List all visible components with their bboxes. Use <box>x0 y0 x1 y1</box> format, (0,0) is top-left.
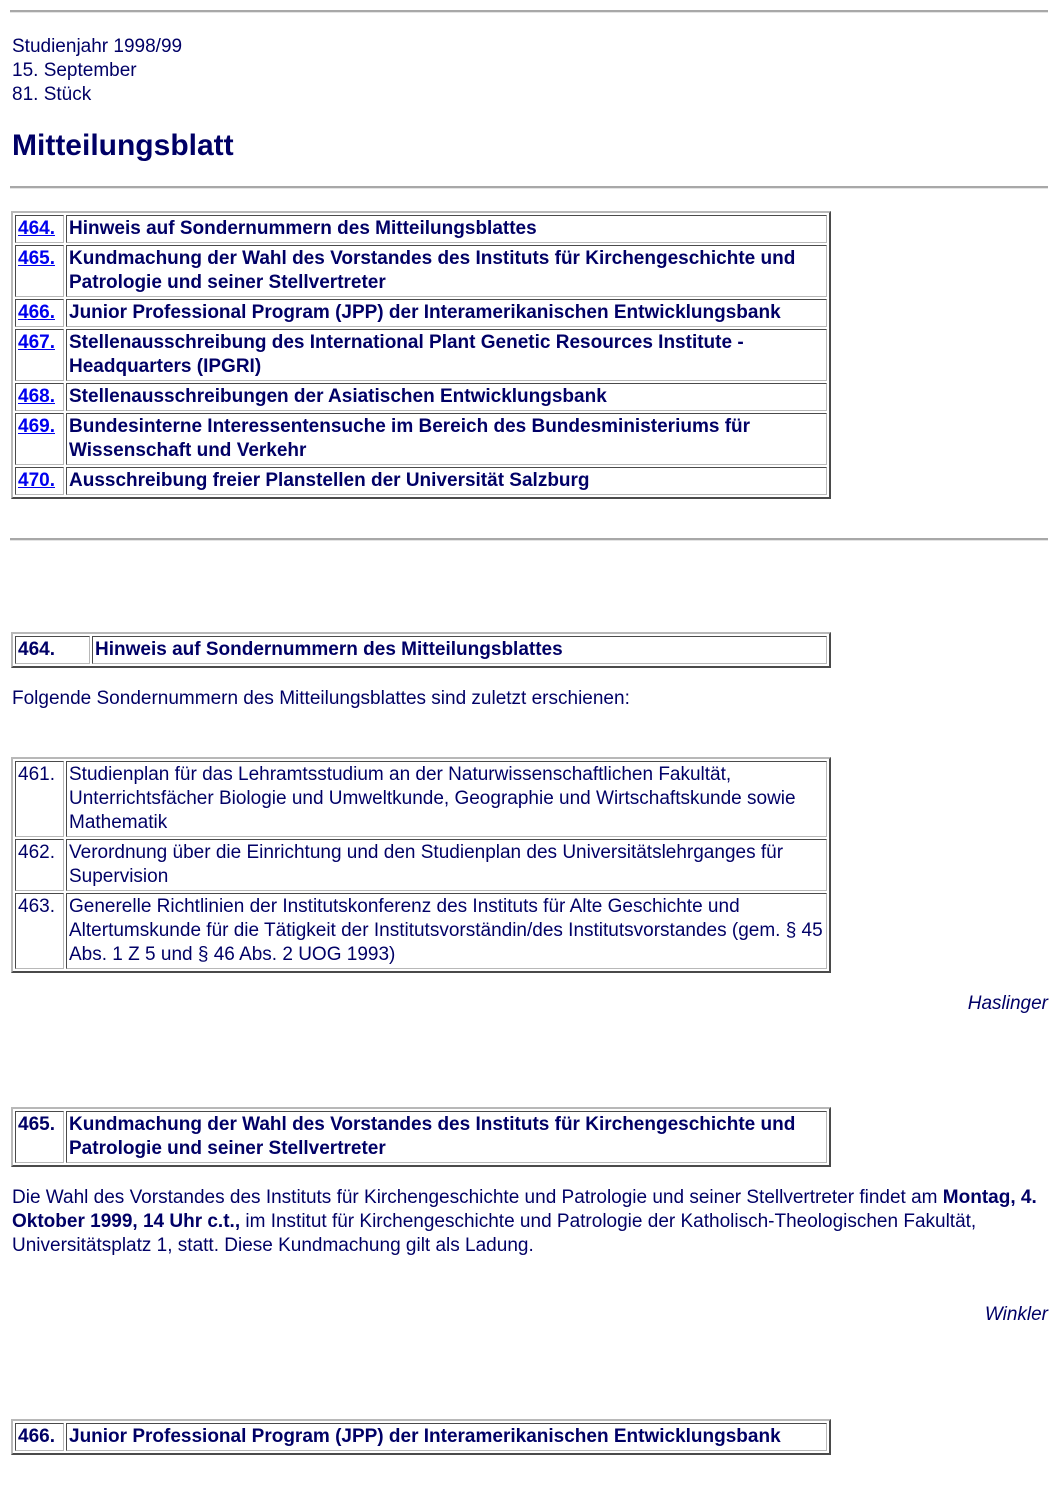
special-issue-text: Generelle Richtlinien der Institutskonferenz des Instituts für Alte Geschichte und Altertumskunde für die Tätigkeit der Institutsvorständin/des Institutsvorstandes (gem. § 45 Abs. 1 Z 5 und § 46 Abs. 2 UOG 1993) <box>66 893 827 969</box>
section-number: 466. <box>15 1423 64 1451</box>
toc-row <box>15 383 827 411</box>
toc-title: Hinweis auf Sondernummern des Mitteilungsblattes <box>66 215 827 243</box>
toc-link-464[interactable]: 464. <box>18 218 55 239</box>
issue-number: 81. Stück <box>12 84 92 105</box>
special-issue-row <box>15 893 827 969</box>
special-issue-number: 462. <box>15 839 64 891</box>
academic-year: Studienjahr 1998/99 <box>12 36 183 57</box>
section-465-body <box>12 1186 1048 1258</box>
section-title: Kundmachung der Wahl des Vorstandes des Instituts für Kirchengeschichte und Patrologie und seiner Stellvertreter <box>66 1111 827 1163</box>
section-title: Hinweis auf Sondernummern des Mitteilungsblattes <box>92 636 827 664</box>
toc-link-469[interactable]: 469. <box>18 416 55 437</box>
body-text: Die Wahl des Vorstandes des Instituts für Kirchengeschichte und Patrologie und seiner Stellvertreter findet am <box>12 1187 943 1208</box>
body-text: im Institut für Kirchengeschichte und Patrologie der Katholisch-Theologischen Fakultät, Universitätsplatz 1, statt. Diese Kundmachung gilt als Ladung. <box>12 1211 977 1256</box>
toc-row <box>15 467 827 495</box>
special-issue-text: Verordnung über die Einrichtung und den Studienplan des Universitätslehrganges für Supervision <box>66 839 827 891</box>
section-number: 465. <box>15 1111 64 1163</box>
special-issue-row <box>15 839 827 891</box>
section-466-header <box>11 1419 831 1455</box>
issue-date: 15. September <box>12 60 137 81</box>
section-number: 464. <box>15 636 90 664</box>
section-464-header <box>11 632 831 668</box>
toc-link-466[interactable]: 466. <box>18 302 55 323</box>
toc-row <box>15 299 827 327</box>
toc-divider <box>10 538 1048 541</box>
toc-row <box>15 245 827 297</box>
special-issue-text: Studienplan für das Lehramtsstudium an der Naturwissenschaftlichen Fakultät, Unterrichtsfächer Biologie und Umweltkunde, Geographie und Wirtschaftskunde sowie Mathematik <box>66 761 827 837</box>
section-465-header <box>11 1107 831 1167</box>
toc-table <box>11 211 831 499</box>
issue-meta <box>12 35 182 107</box>
toc-row <box>15 413 827 465</box>
signature-haslinger: Haslinger <box>967 993 1048 1014</box>
toc-title: Stellenausschreibungen der Asiatischen Entwicklungsbank <box>66 383 827 411</box>
toc-title: Junior Professional Program (JPP) der Interamerikanischen Entwicklungsbank <box>66 299 827 327</box>
toc-link-467[interactable]: 467. <box>18 332 55 353</box>
special-issue-row <box>15 761 827 837</box>
toc-title: Stellenausschreibung des International Plant Genetic Resources Institute - Headquarters (IPGRI) <box>66 329 827 381</box>
page-title: Mitteilungsblatt <box>12 129 234 162</box>
special-issue-number: 463. <box>15 893 64 969</box>
special-issue-number: 461. <box>15 761 64 837</box>
toc-link-468[interactable]: 468. <box>18 386 55 407</box>
title-divider <box>10 186 1048 189</box>
top-divider <box>10 10 1048 13</box>
toc-title: Bundesinterne Interessentensuche im Bereich des Bundesministeriums für Wissenschaft und Verkehr <box>66 413 827 465</box>
toc-link-470[interactable]: 470. <box>18 470 55 491</box>
section-title: Junior Professional Program (JPP) der Interamerikanischen Entwicklungsbank <box>66 1423 827 1451</box>
toc-link-465[interactable]: 465. <box>18 248 55 269</box>
election-date: Montag, 4. Oktober 1999, 14 Uhr c.t., <box>12 1187 1037 1232</box>
toc-title: Ausschreibung freier Planstellen der Universität Salzburg <box>66 467 827 495</box>
special-issues-table <box>11 757 831 973</box>
toc-row <box>15 329 827 381</box>
signature-winkler: Winkler <box>984 1304 1048 1325</box>
section-464-intro: Folgende Sondernummern des Mitteilungsblattes sind zuletzt erschienen: <box>12 688 630 709</box>
toc-row <box>15 215 827 243</box>
toc-title: Kundmachung der Wahl des Vorstandes des Instituts für Kirchengeschichte und Patrologie und seiner Stellvertreter <box>66 245 827 297</box>
